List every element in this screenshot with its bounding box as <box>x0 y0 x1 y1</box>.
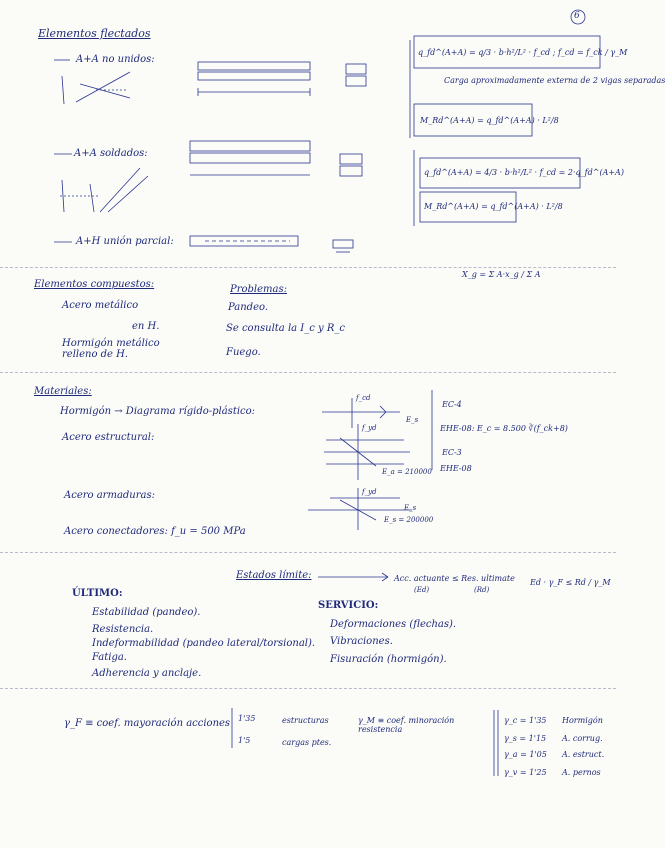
gamma-f-txt-2: cargas ptes. <box>282 738 332 747</box>
estados-relation: Acc. actuante ≤ Res. ultimate <box>394 574 515 583</box>
formula-xg: X_g = Σ A·x_g / Σ A <box>462 270 541 279</box>
gamma-m-val-3: γ_a = 1'05 <box>504 750 547 759</box>
compuesto-left-3: Hormigón metálico relleno de H. <box>62 338 160 360</box>
ultimo-item-5: Adherencia y anclaje. <box>92 668 202 679</box>
formula-q-soldados: q_fd^(A+A) = 4/3 · b·h²/L² · f_cd = 2·q_fd^(A+A) <box>424 168 624 177</box>
relation-ed: (Ed) <box>414 586 430 594</box>
joint-sketch-2 <box>60 168 148 212</box>
item-ah-union-parcial: A+H unión parcial: <box>76 236 174 247</box>
ultimo-item-2: Resistencia. <box>92 624 154 635</box>
gamma-m-val-4: γ_v = 1'25 <box>504 768 547 777</box>
formula-m-soldados: M_Rd^(A+A) = q_fd^(A+A) · L²/8 <box>424 202 563 211</box>
section-sketch-1 <box>346 64 366 86</box>
concrete-diagram <box>322 398 400 428</box>
estados-ratio: Ed · γ_F ≤ Rd / γ_M <box>530 578 611 587</box>
heading-elementos-compuestos: Elementos compuestos: <box>34 279 155 290</box>
diag-label-es-200000: E_s = 200000 <box>384 516 434 524</box>
separator-3 <box>0 552 616 553</box>
gamma-m-txt-1: Hormigón <box>562 716 603 725</box>
gamma-m-txt-2: A. corrug. <box>562 734 603 743</box>
ultimo-item-4: Fatiga. <box>92 652 127 663</box>
beam-sketch-3 <box>190 236 298 246</box>
diag-label-fyd-1: f_yd <box>362 424 377 432</box>
heading-estados-limite: Estados límite: <box>236 570 312 581</box>
gamma-f-def: γ_F ≡ coef. mayoración acciones <box>64 718 231 729</box>
diag-label-es-2: E_s <box>404 504 417 512</box>
separator-1 <box>0 267 616 268</box>
relation-rd: (Rd) <box>474 586 490 594</box>
diag-label-es-1: E_s <box>406 416 419 424</box>
ultimo-title: ÚLTIMO: <box>72 588 123 599</box>
problema-2: Se consulta la I_c y R_c <box>226 323 345 334</box>
code-ehe08: EHE-08 <box>440 464 472 473</box>
gamma-f-txt-1: estructuras <box>282 716 329 725</box>
formula-m-unidos: M_Rd^(A+A) = q_fd^(A+A) · L²/8 <box>420 116 559 125</box>
gamma-m-def: γ_M ≡ coef. minoración resistencia <box>358 716 455 734</box>
gamma-m-txt-4: A. pernos <box>562 768 601 777</box>
separator-2 <box>0 372 616 373</box>
section-sketch-2 <box>340 154 362 176</box>
diag-label-fcd: f_cd <box>356 394 371 402</box>
compuesto-left-2: en H. <box>132 321 160 332</box>
material-acero-armaduras: Acero armaduras: <box>64 490 155 501</box>
beam-sketch-1 <box>198 62 310 96</box>
gamma-m-val-1: γ_c = 1'35 <box>504 716 547 725</box>
heading-elementos-flectados: Elementos flectados <box>38 27 151 40</box>
page-number: 6 <box>574 11 580 21</box>
code-ehe08-ec: EHE-08: E_c = 8.500 ∛(f_ck+8) <box>440 424 568 433</box>
servicio-item-1: Deformaciones (flechas). <box>330 619 457 630</box>
problema-1: Pandeo. <box>228 302 269 313</box>
separator-4 <box>0 688 616 689</box>
beam-sketch-2 <box>190 141 310 175</box>
gamma-m-val-2: γ_s = 1'15 <box>504 734 547 743</box>
problemas-heading: Problemas: <box>230 284 287 295</box>
formula-q-unidos: q_fd^(A+A) = q/3 · b·h²/L² · f_cd ; f_cd = f_ck / γ_M <box>418 48 628 57</box>
joint-sketch-1 <box>62 72 130 104</box>
item-aa-soldados: A+A soldados: <box>74 148 148 159</box>
material-acero-estructural: Acero estructural: <box>62 432 155 443</box>
compuesto-left-1: Acero metálico <box>62 300 139 311</box>
ultimo-item-3: Indeformabilidad (pandeo lateral/torsional). <box>92 638 316 649</box>
arrows <box>54 60 388 581</box>
section-sketch-3 <box>333 240 353 252</box>
material-hormigon: Hormigón → Diagrama rígido-plástico: <box>60 406 256 417</box>
formula-box-2 <box>414 150 580 226</box>
code-ec4: EC-4 <box>442 400 462 409</box>
diag-label-fyd-2: f_yd <box>362 488 377 496</box>
code-ec3: EC-3 <box>442 448 462 457</box>
gamma-f-val-2: 1'5 <box>238 736 251 745</box>
servicio-item-3: Fisuración (hormigón). <box>330 654 447 665</box>
formula-carga-note: Carga aproximadamente externa de 2 vigas separadas <box>444 76 665 85</box>
problema-3: Fuego. <box>226 347 261 358</box>
gamma-f-val-1: 1'35 <box>238 714 256 723</box>
servicio-item-2: Vibraciones. <box>330 636 393 647</box>
material-acero-conectadores: Acero conectadores: f_u = 500 MPa <box>64 526 246 537</box>
diag-label-ea: E_a = 210000 <box>382 468 432 476</box>
gamma-m-txt-3: A. estruct. <box>562 750 605 759</box>
servicio-title: SERVICIO: <box>318 600 379 611</box>
heading-materiales: Materiales: <box>34 386 92 397</box>
ultimo-item-1: Estabilidad (pandeo). <box>92 607 201 618</box>
item-aa-no-unidos: A+A no unidos: <box>76 54 155 65</box>
